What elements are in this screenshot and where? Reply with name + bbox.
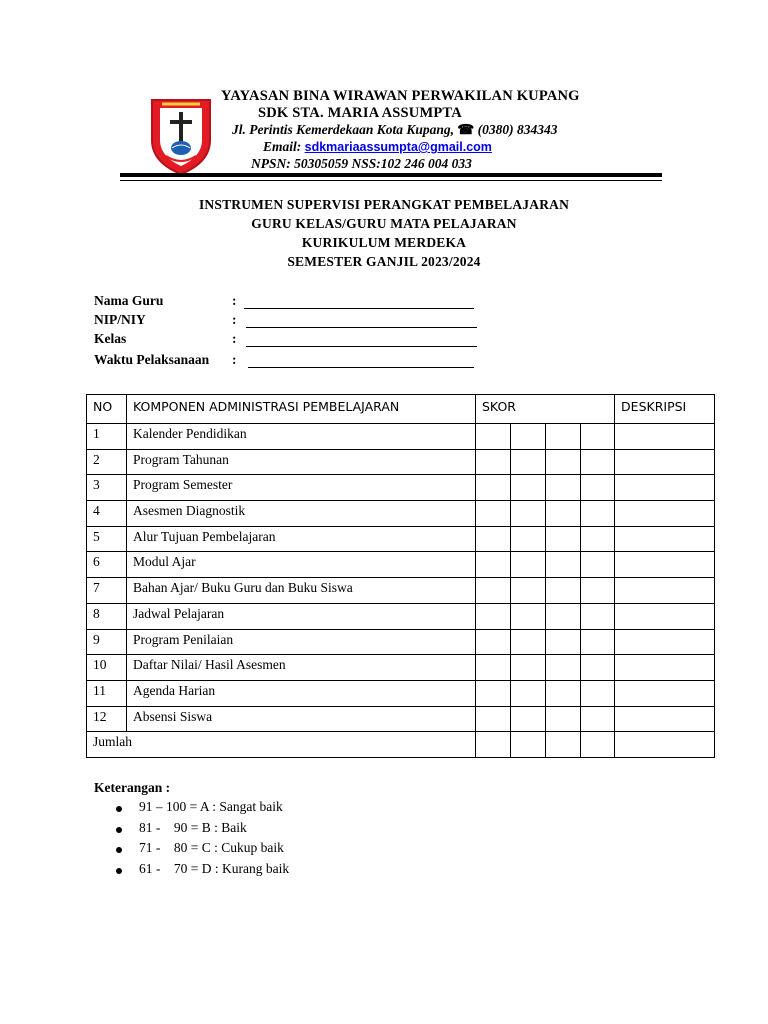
description-cell[interactable] xyxy=(615,578,715,604)
field-label-waktu: Waktu Pelaksanaan xyxy=(94,352,210,367)
description-cell[interactable] xyxy=(615,475,715,501)
legend-item xyxy=(110,861,289,882)
score-cell[interactable] xyxy=(581,578,615,604)
school-email xyxy=(263,139,492,155)
bullet-icon xyxy=(116,847,122,853)
phone-icon: ☎ xyxy=(457,122,475,137)
field-label-nama-guru: Nama Guru xyxy=(94,293,164,308)
description-total-cell[interactable] xyxy=(615,732,715,758)
row-component: Agenda Harian xyxy=(127,680,476,706)
supervision-table xyxy=(86,394,715,758)
school-logo-icon xyxy=(148,96,214,176)
row-number: 12 xyxy=(87,706,127,732)
score-cell[interactable] xyxy=(546,449,581,475)
row-number: 1 xyxy=(87,424,127,450)
legend-item xyxy=(110,799,289,820)
score-cell[interactable] xyxy=(546,706,581,732)
foundation-name: YAYASAN BINA WIRAWAN PERWAKILAN KUPANG xyxy=(221,88,580,104)
field-blank-nama-guru[interactable] xyxy=(244,293,474,309)
field-blank-waktu[interactable] xyxy=(248,352,474,368)
row-number: 11 xyxy=(87,680,127,706)
header-score: SKOR xyxy=(476,395,615,424)
score-cell[interactable] xyxy=(511,526,546,552)
legend-item-text: 71 - 80 = C : Cukup baik xyxy=(139,840,284,855)
score-cell[interactable] xyxy=(511,655,546,681)
score-cell[interactable] xyxy=(476,578,511,604)
legend-title: Keterangan : xyxy=(94,780,171,795)
document-title-line4: SEMESTER GANJIL 2023/2024 xyxy=(287,254,481,269)
legend-item-text: 91 – 100 = A : Sangat baik xyxy=(139,799,283,814)
field-blank-kelas[interactable] xyxy=(246,331,477,347)
table-row xyxy=(87,680,715,706)
score-cell[interactable] xyxy=(581,449,615,475)
table-row xyxy=(87,475,715,501)
score-cell[interactable] xyxy=(546,526,581,552)
score-cell[interactable] xyxy=(476,526,511,552)
row-number: 8 xyxy=(87,603,127,629)
table-row xyxy=(87,526,715,552)
table-row xyxy=(87,449,715,475)
header-divider-thick xyxy=(120,173,662,177)
header-no: NO xyxy=(87,395,127,424)
score-cell[interactable] xyxy=(476,680,511,706)
description-cell[interactable] xyxy=(615,501,715,527)
table-row xyxy=(87,552,715,578)
score-cell[interactable] xyxy=(581,501,615,527)
table-row xyxy=(87,706,715,732)
score-cell[interactable] xyxy=(581,424,615,450)
phone-number: (0380) 834343 xyxy=(477,122,558,137)
score-cell[interactable] xyxy=(476,629,511,655)
legend-item-text: 61 - 70 = D : Kurang baik xyxy=(139,860,290,876)
document-title-line1: INSTRUMEN SUPERVISI PERANGKAT PEMBELAJARAN xyxy=(198,197,570,212)
total-label: Jumlah xyxy=(87,732,476,758)
header-description: DESKRIPSI xyxy=(615,395,715,424)
row-component: Daftar Nilai/ Hasil Asesmen xyxy=(127,655,476,681)
description-cell[interactable] xyxy=(615,655,715,681)
row-component: Kalender Pendidikan xyxy=(127,424,476,450)
document-title-line3: KURIKULUM MERDEKA xyxy=(301,235,467,250)
score-cell[interactable] xyxy=(511,449,546,475)
field-blank-nip[interactable] xyxy=(246,312,477,328)
school-address xyxy=(232,122,557,138)
field-colon: : xyxy=(232,352,237,367)
score-total-cell[interactable] xyxy=(581,732,615,758)
score-total-cell[interactable] xyxy=(511,732,546,758)
row-component: Program Tahunan xyxy=(127,449,476,475)
score-cell[interactable] xyxy=(546,655,581,681)
email-label: Email: xyxy=(263,139,302,154)
score-cell[interactable] xyxy=(546,552,581,578)
score-cell[interactable] xyxy=(581,706,615,732)
table-header-row xyxy=(87,395,715,424)
score-cell[interactable] xyxy=(581,629,615,655)
row-component: Program Penilaian xyxy=(127,629,476,655)
score-cell[interactable] xyxy=(546,629,581,655)
score-cell[interactable] xyxy=(581,475,615,501)
score-cell[interactable] xyxy=(511,475,546,501)
score-cell[interactable] xyxy=(581,552,615,578)
header-component: KOMPONEN ADMINISTRASI PEMBELAJARAN xyxy=(127,395,476,424)
table-total-row xyxy=(87,732,715,758)
score-total-cell[interactable] xyxy=(546,732,581,758)
score-cell[interactable] xyxy=(546,475,581,501)
score-cell[interactable] xyxy=(546,424,581,450)
table-row xyxy=(87,501,715,527)
table-row xyxy=(87,629,715,655)
score-cell[interactable] xyxy=(476,603,511,629)
score-cell[interactable] xyxy=(581,526,615,552)
score-cell[interactable] xyxy=(581,680,615,706)
score-cell[interactable] xyxy=(476,552,511,578)
score-total-cell[interactable] xyxy=(476,732,511,758)
score-cell[interactable] xyxy=(511,578,546,604)
score-cell[interactable] xyxy=(511,552,546,578)
row-component: Absensi Siswa xyxy=(127,706,476,732)
score-cell[interactable] xyxy=(511,680,546,706)
field-colon: : xyxy=(232,293,237,308)
score-cell[interactable] xyxy=(546,680,581,706)
row-component: Jadwal Pelajaran xyxy=(127,603,476,629)
score-cell[interactable] xyxy=(476,655,511,681)
field-label-nip: NIP/NIY xyxy=(94,312,146,327)
score-cell[interactable] xyxy=(546,501,581,527)
bullet-icon xyxy=(116,827,122,833)
field-colon: : xyxy=(232,312,237,327)
row-number: 3 xyxy=(87,475,127,501)
score-cell[interactable] xyxy=(476,475,511,501)
legend-item xyxy=(110,820,289,841)
score-cell[interactable] xyxy=(511,706,546,732)
row-number: 10 xyxy=(87,655,127,681)
field-label-kelas: Kelas xyxy=(94,331,127,346)
row-component: Asesmen Diagnostik xyxy=(127,501,476,527)
description-cell[interactable] xyxy=(615,449,715,475)
legend-list xyxy=(110,799,289,881)
email-link[interactable]: sdkmariaassumpta@gmail.com xyxy=(304,140,492,154)
description-cell[interactable] xyxy=(615,603,715,629)
row-component: Bahan Ajar/ Buku Guru dan Buku Siswa xyxy=(127,578,476,604)
score-cell[interactable] xyxy=(581,603,615,629)
score-cell[interactable] xyxy=(581,655,615,681)
description-cell[interactable] xyxy=(615,706,715,732)
document-title-line2: GURU KELAS/GURU MATA PELAJARAN xyxy=(251,216,517,231)
school-npsn: NPSN: 50305059 NSS:102 246 004 033 xyxy=(251,156,472,171)
row-number: 2 xyxy=(87,449,127,475)
row-number: 4 xyxy=(87,501,127,527)
description-cell[interactable] xyxy=(615,424,715,450)
score-cell[interactable] xyxy=(476,424,511,450)
row-number: 6 xyxy=(87,552,127,578)
row-component: Modul Ajar xyxy=(127,552,476,578)
table-row xyxy=(87,578,715,604)
score-cell[interactable] xyxy=(511,629,546,655)
score-cell[interactable] xyxy=(476,501,511,527)
field-colon: : xyxy=(232,331,237,346)
score-cell[interactable] xyxy=(511,424,546,450)
table-row xyxy=(87,655,715,681)
score-cell[interactable] xyxy=(511,603,546,629)
description-cell[interactable] xyxy=(615,629,715,655)
score-cell[interactable] xyxy=(511,501,546,527)
row-component: Program Semester xyxy=(127,475,476,501)
score-cell[interactable] xyxy=(546,603,581,629)
bullet-icon xyxy=(116,868,122,874)
header-divider-thin xyxy=(120,180,662,181)
school-name: SDK STA. MARIA ASSUMPTA xyxy=(258,105,462,121)
description-cell[interactable] xyxy=(615,680,715,706)
table-row xyxy=(87,603,715,629)
row-component: Alur Tujuan Pembelajaran xyxy=(127,526,476,552)
table-row xyxy=(87,424,715,450)
score-cell[interactable] xyxy=(546,578,581,604)
description-cell[interactable] xyxy=(615,526,715,552)
description-cell[interactable] xyxy=(615,552,715,578)
score-cell[interactable] xyxy=(476,449,511,475)
row-number: 9 xyxy=(87,629,127,655)
address-text: Jl. Perintis Kemerdekaan Kota Kupang, xyxy=(232,122,455,137)
row-number: 7 xyxy=(87,578,127,604)
bullet-icon xyxy=(116,806,122,812)
score-cell[interactable] xyxy=(476,706,511,732)
legend-item xyxy=(110,840,289,861)
legend-item-text: 81 - 90 = B : Baik xyxy=(139,819,247,835)
row-number: 5 xyxy=(87,526,127,552)
